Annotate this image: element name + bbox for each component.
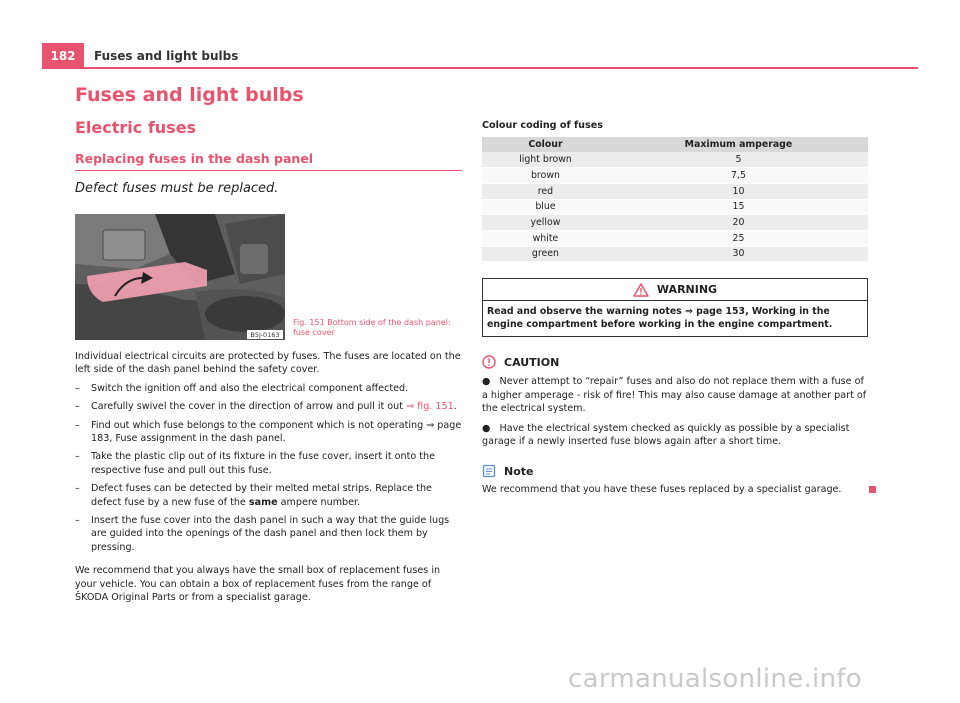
table-title: Colour coding of fuses (482, 120, 603, 131)
step-3: – Find out which fuse belongs to the component which is not operating ⇒ page 183, Fuse assignment in the dash panel. (75, 419, 462, 445)
warning-header (483, 279, 867, 301)
step-5: – Defect fuses can be detected by their melted metal strips. Replace the defect fuse by a new fuse of the same ampere number. (75, 483, 432, 508)
caution-header (482, 355, 868, 369)
left-column (75, 84, 462, 605)
figure-151 (75, 214, 462, 340)
paragraph-fuse-location: Individual electrical circuits are protected by fuses. The fuses are located on the left side of the dash panel behind the safety cover. (75, 351, 461, 376)
fig-151-link[interactable]: ⇒ fig. 151 (406, 401, 454, 413)
caution-bullet-1: ● Never attempt to “repair” fuses and also do not replace them with a fuse of a higher amperage - risk of fire! This may also cause damage at another part of the electrical system. (482, 376, 867, 415)
column-header-colour: Colour (482, 137, 609, 152)
table-row: brown 7,5 (482, 168, 868, 184)
end-square-icon (869, 486, 876, 493)
page-header (42, 43, 918, 69)
chapter-title: Fuses and light bulbs (75, 84, 304, 106)
warning-title: WARNING (656, 283, 718, 297)
table-row: light brown 5 (482, 152, 868, 168)
step-2: – Carefully swivel the cover in the direction of arrow and pull it out ⇒ fig. 151. (75, 401, 457, 413)
note-title: Note (504, 464, 534, 478)
warning-triangle-icon (633, 283, 649, 297)
watermark: carmanualsonline.info (568, 664, 863, 694)
sub-title: Electric fuses (75, 118, 197, 137)
caution-title: CAUTION (504, 355, 560, 369)
warning-box (482, 278, 868, 337)
dash-panel-illustration (75, 214, 285, 340)
right-column (482, 120, 868, 497)
intro-text: Defect fuses must be replaced. (75, 181, 279, 196)
warning-text: Read and observe the warning notes ⇒ page 153, Working in the engine compartment before working in the engine compartment. (487, 306, 833, 331)
header-title: Fuses and light bulbs (94, 49, 239, 63)
steps-list (75, 382, 462, 554)
caution-bullet-2: ● Have the electrical system checked as quickly as possible by a specialist garage if a newly inserted fuse blows again after a short time. (482, 422, 850, 447)
table-row: green 30 (482, 246, 868, 262)
dash-panel-photo (75, 214, 285, 340)
note-icon (482, 464, 496, 478)
column-header-amperage: Maximum amperage (609, 137, 868, 152)
fuse-colour-table (482, 137, 868, 262)
paragraph-replacement-box: We recommend that you always have the small box of replacement fuses in your vehicle. You can obtain a box of replacement fuses from the range of ŠKODA Original Parts or from a specialist garage. (75, 565, 441, 604)
page-number: 182 (42, 43, 84, 69)
caution-exclamation-icon (482, 355, 496, 369)
step-1: – Switch the ignition off and also the electrical component affected. (75, 382, 409, 394)
table-row: blue 15 (482, 199, 868, 215)
figure-code: B5J-0163 (250, 331, 280, 339)
step-4: – Take the plastic clip out of its fixture in the fuse cover, insert it onto the respective fuse and pull out this fuse. (75, 451, 436, 476)
section-title: Replacing fuses in the dash panel (75, 151, 462, 171)
note-header (482, 464, 868, 478)
step-6: – Insert the fuse cover into the dash panel in such a way that the guide lugs are guided into the openings of the dash panel and then lock them by pressing. (75, 515, 450, 553)
table-row: red 10 (482, 183, 868, 199)
table-row: white 25 (482, 230, 868, 246)
note-text: We recommend that you have these fuses replaced by a specialist garage. (482, 483, 868, 496)
figure-caption: Fig. 151 Bottom side of the dash panel: fuse cover (293, 318, 451, 337)
table-row: yellow 20 (482, 215, 868, 231)
